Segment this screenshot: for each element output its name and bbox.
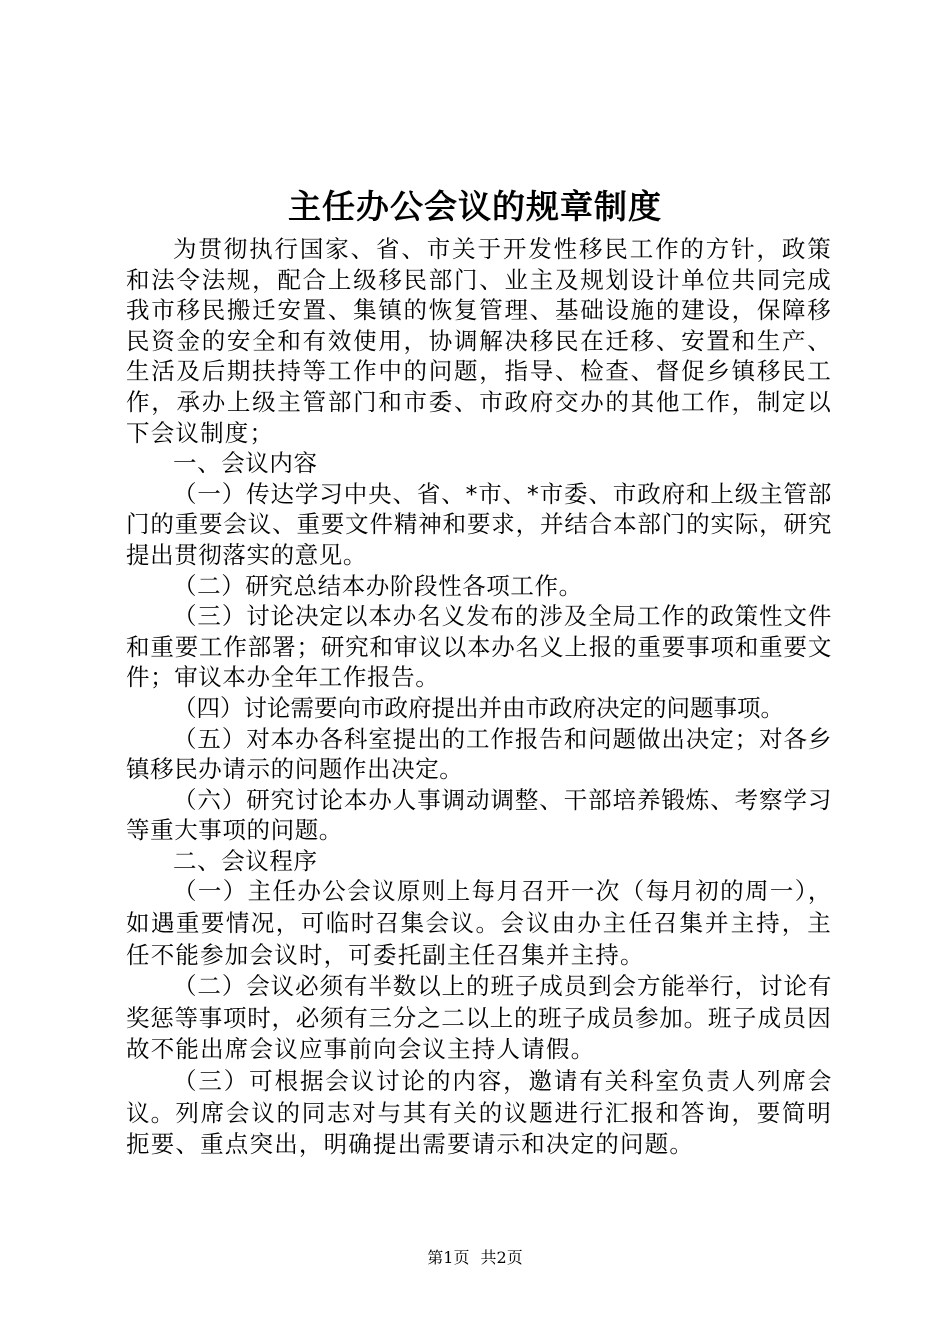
content-item-3: （三）讨论决定以本办名义发布的涉及全局工作的政策性文件和重要工作部署；研究和审议以本办名义上报的重要事项和重要文件；审议本办全年工作报告。 xyxy=(126,602,832,692)
procedure-item-1-detail: 会议由办主任召集并主持，主任不能参加会议时，可委托副主任召集并主持。 xyxy=(126,909,832,969)
content-item-2: （二）研究总结本办阶段性各项工作。 xyxy=(173,571,583,600)
content-item-5: （五）对本办各科室提出的工作报告和问题做出决定；对各乡镇移民办请示的问题作出决定。 xyxy=(126,724,832,784)
procedure-item-2-main: （二）会议必须有半数以上的班子成员到会方能举行，讨论有奖惩等事项时，必须有三分之二以上的班子成员参加。 xyxy=(126,972,832,1032)
procedure-item-3-main: （三）可根据会议讨论的内容，邀请有关科室负责人列席会议。 xyxy=(126,1067,832,1127)
procedure-item-3 xyxy=(126,1066,832,1161)
procedure-item-3-detail: 列席会议的同志对与其有关的议题进行汇报和答询，要简明扼要、重点突出，明确提出需要请示和决定的问题。 xyxy=(126,1098,832,1159)
content-item-1: （一）传达学习中央、省、*市、*市委、市政府和上级主管部门的重要会议、重要文件精神和要求，并结合本部门的实际，研究提出贯彻落实的意见。 xyxy=(126,479,832,569)
page-footer xyxy=(0,1247,950,1269)
content-item-6: （六）研究讨论本办人事调动调整、干部培养锻炼、考察学习等重大事项的问题。 xyxy=(126,785,832,845)
document-title: 主任办公会议的规章制度 xyxy=(288,187,662,226)
procedure-item-2 xyxy=(126,971,832,1066)
procedure-item-1 xyxy=(126,876,832,971)
page-number: 第1页 xyxy=(427,1248,470,1267)
intro-paragraph: 为贯彻执行国家、省、市关于开发性移民工作的方针，政策和法令法规，配合上级移民部门、业主及规划设计单位共同完成我市移民搬迁安置、集镇的恢复管理、基础设施的建设，保障移民资金的安全和有效使用，协调解决移民在迁移、安置和生产、生活及后期扶持等工作中的问题，指导、检查、督促乡镇移民工作，承办上级主管部门和市委、市政府交办的其他工作，制定以下会议制度； xyxy=(126,235,832,447)
section-heading-content: 一、会议内容 xyxy=(173,449,318,478)
page-total: 共2页 xyxy=(480,1248,523,1267)
document-body xyxy=(126,234,832,1161)
procedure-item-1-main: （一）主任办公会议原则上每月召开一次（每月初的周一），如遇重要情况，可临时召集会议。 xyxy=(126,877,832,938)
content-item-4: （四）讨论需要向市政府提出并由市政府决定的问题事项。 xyxy=(173,693,784,722)
procedure-item-2-detail: 班子成员因故不能出席会议应事前向会议主持人请假。 xyxy=(126,1003,833,1064)
section-heading-procedure: 二、会议程序 xyxy=(173,846,318,875)
